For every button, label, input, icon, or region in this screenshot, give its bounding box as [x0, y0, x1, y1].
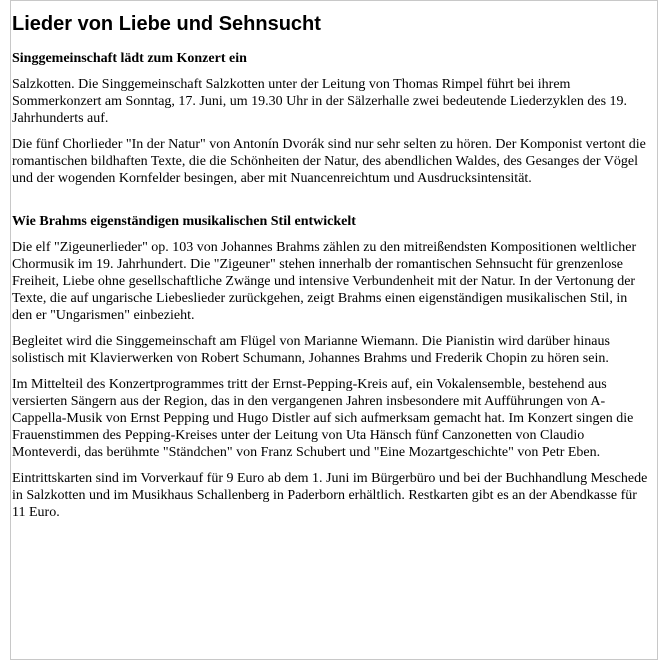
document-body[interactable]	[10, 0, 658, 521]
paragraph-intro: Salzkotten. Die Singgemeinschaft Salzkotten unter der Leitung von Thomas Rimpel führt bei ihrem Sommerkonzert am Sonntag, 17. Juni, um 19.30 Uhr in der Sälzerhalle zwei bedeutende Liederzyklen des 19. Jahrhunderts auf.	[12, 77, 628, 126]
paragraph-dvorak: Die fünf Chorlieder "In der Natur" von Antonín Dvorák sind nur sehr selten zu hören. Der Komponist vertont die romantischen bildhaften Texte, die die Schönheiten der Natur, des abendlichen Waldes, des Gesanges der Vögel und der wogenden Kornfelder besingen, aber mit Nuancenreichtum und Ausdrucksintensität.	[12, 137, 646, 186]
paragraph-tickets: Eintrittskarten sind im Vorverkauf für 9 Euro ab dem 1. Juni im Bürgerbüro und bei der Buchhandlung Meschede in Salzkotten und im Musikhaus Schallenberg in Paderborn erhältlich. Restkarten gibt es an der Abendkasse für 11 Euro.	[12, 471, 648, 520]
page-title: Lieder von Liebe und Sehnsucht	[12, 13, 321, 35]
paragraph-pepping-kreis: Im Mittelteil des Konzertprogrammes tritt der Ernst-Pepping-Kreis auf, ein Vokalensemble, bestehend aus versierten Sängern aus der Region, das in den vergangenen Jahren insbesondere mit Aufführungen von A-Cappella-Musik von Ernst Pepping und Hugo Distler auf sich aufmerksam gemacht hat. Im Konzert singen die Frauenstimmen des Pepping-Kreises unter der Leitung von Uta Hänsch fünf Canzonetten von Claudio Monteverdi, das berühmte "Ständchen" von Franz Schubert und "Eine Mozartgeschichte" von Petr Eben.	[12, 377, 634, 460]
paragraph-zigeunerlieder: Die elf "Zigeunerlieder" op. 103 von Johannes Brahms zählen zu den mitreißendsten Kompositionen weltlicher Chormusik im 19. Jahrhundert. Die "Zigeuner" stehen innerhalb der romantischen Sehnsucht für grenzenlose Freiheit, Liebe ohne gesellschaftliche Zwänge und intensive Verbundenheit mit der Natur. In der Vertonung der Texte, die auf ungarische Liebeslieder zurückgehen, zeigt Brahms einen eigenständigen musikalischen Stil, in den er "Ungarismen" einbezieht.	[12, 240, 637, 323]
paragraph-pianist: Begleitet wird die Singgemeinschaft am Flügel von Marianne Wiemann. Die Pianistin wird darüber hinaus solistisch mit Klavierwerken von Robert Schumann, Johannes Brahms und Frederik Chopin zu hören sein.	[12, 334, 610, 366]
section-heading-brahms: Wie Brahms eigenständigen musikalischen Stil entwickelt	[12, 214, 356, 229]
section-heading-concert: Singgemeinschaft lädt zum Konzert ein	[12, 51, 247, 66]
